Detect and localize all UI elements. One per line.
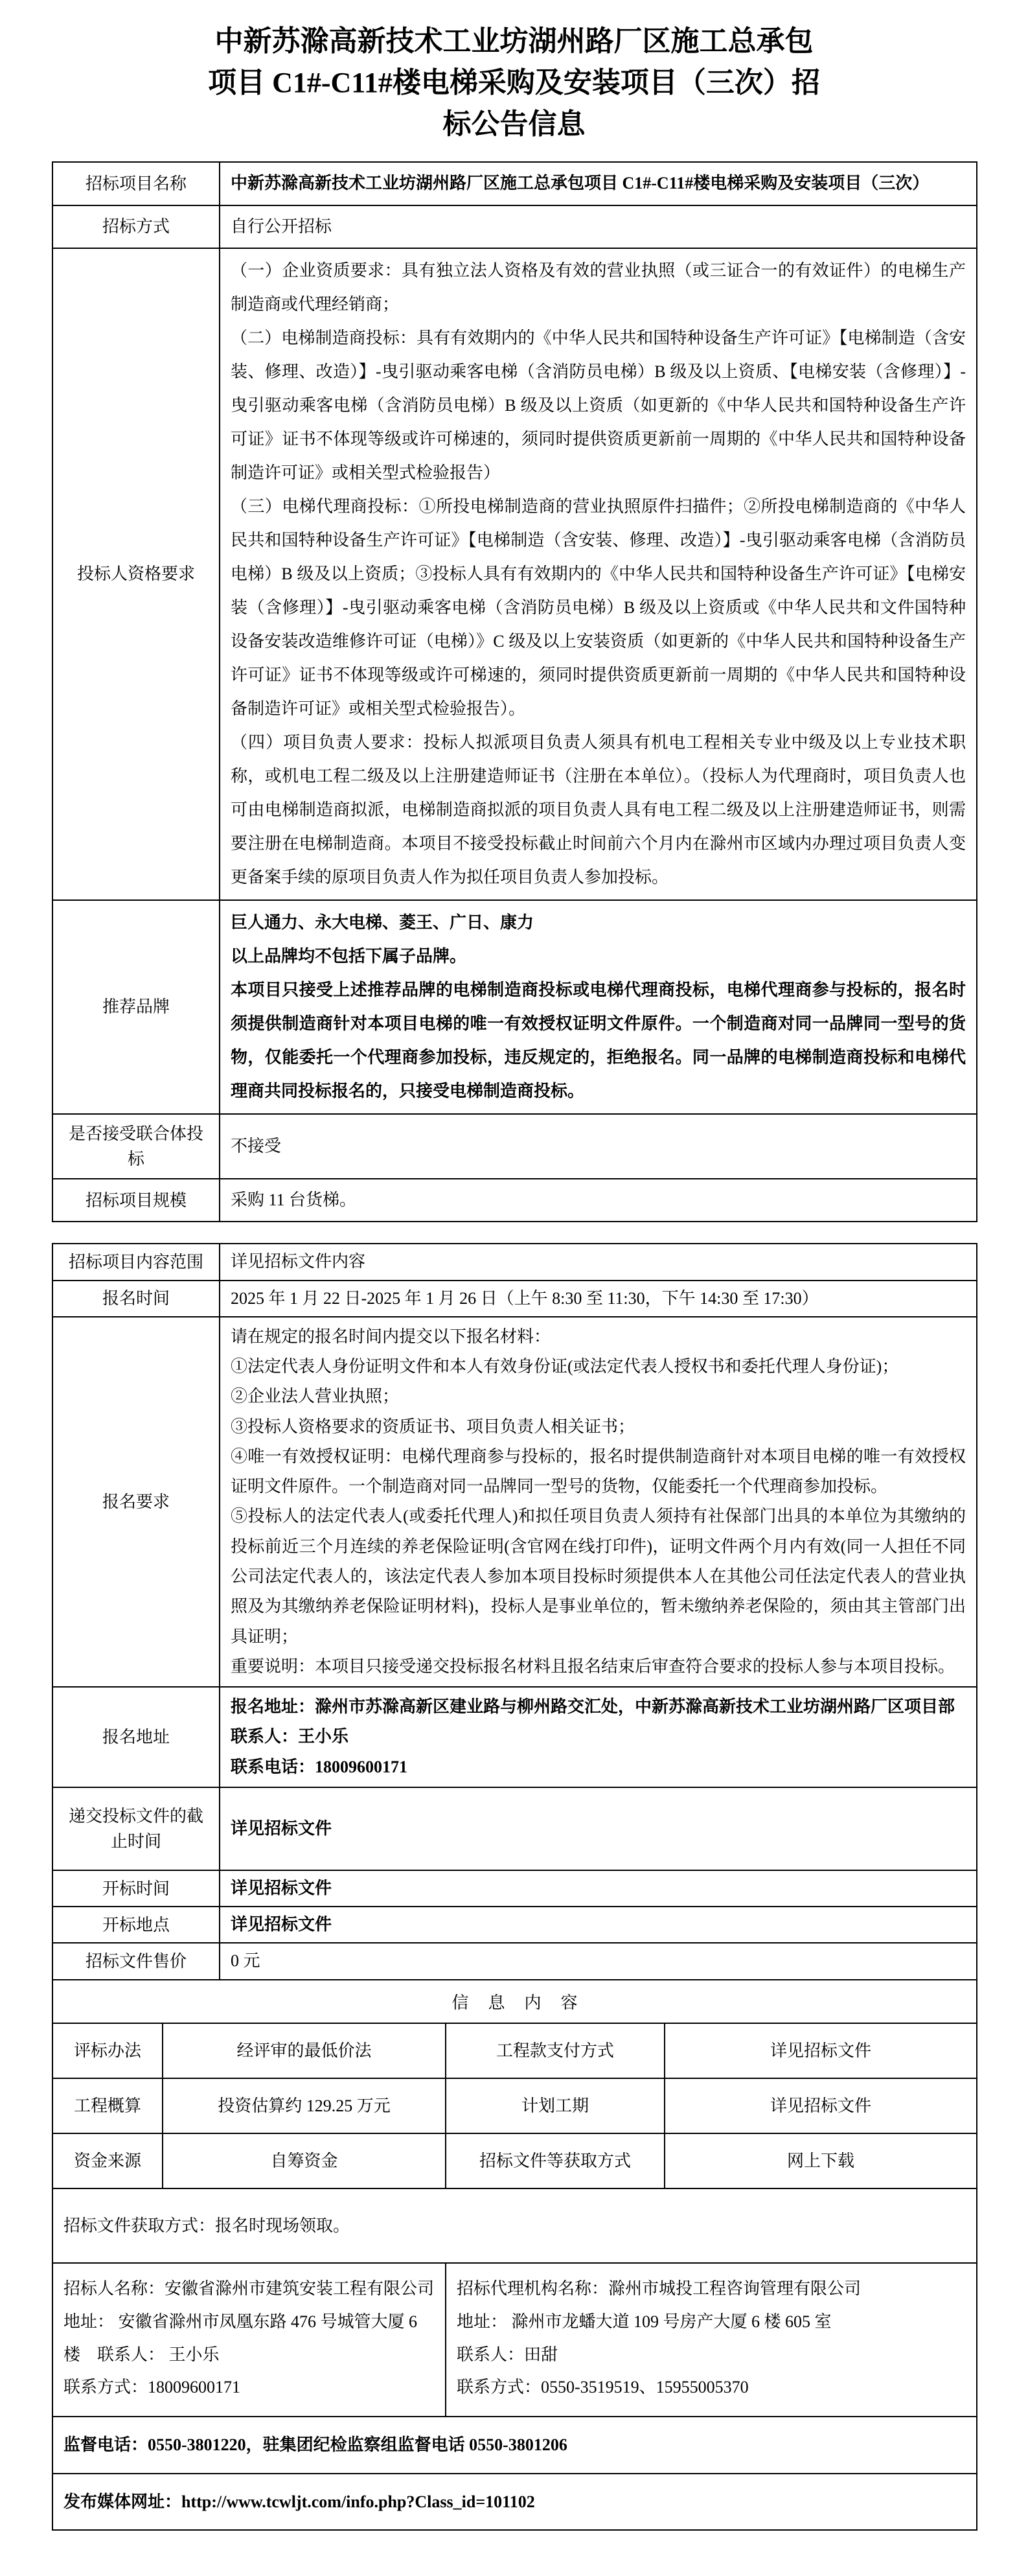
supervision-phone: 监督电话：0550-3801220，驻集团纪检监察组监督电话 0550-3801206 (52, 2417, 977, 2474)
open-place-value: 详见招标文件 (220, 1907, 977, 1943)
doc-access-method-label: 招标文件等获取方式 (446, 2133, 665, 2188)
table-row-doc-price (52, 1943, 977, 1979)
signup-requirement-paragraph: 请在规定的报名时间内提交以下报名材料： (231, 1327, 551, 1346)
funding-source-value: 自筹资金 (163, 2133, 446, 2188)
agency-contact: 联系方式：0550-3519519、15955005370 (457, 2378, 749, 2397)
doc-price-label: 招标文件售价 (52, 1943, 220, 1979)
signup-requirement-paragraph: ②企业法人营业执照； (231, 1387, 400, 1406)
doc-obtain-note: 招标文件获取方式：报名时现场领取。 (52, 2188, 977, 2264)
signup-contact-person: 联系人：王小乐 (231, 1727, 349, 1746)
table-row-open-place (52, 1907, 977, 1943)
signup-contact-phone: 联系电话：18009600171 (231, 1757, 408, 1776)
brands-paragraph: 本项目只接受上述推荐品牌的电梯制造商投标或电梯代理商投标，电梯代理商参与投标的，报名时须提供制造商针对本项目电梯的唯一有效授权证明文件原件。一个制造商对同一品牌同一型号的货物，仅能委托一个代理商参加投标，违反规定的，拒绝报名。同一品牌的电梯制造商投标和电梯代理商共同投标报名的，只接受电梯制造商投标。 (231, 980, 966, 1100)
brands-label: 推荐品牌 (52, 900, 220, 1114)
signup-address-label: 报名地址 (52, 1687, 220, 1787)
open-time-value: 详见招标文件 (220, 1870, 977, 1907)
table-row-info-grid-3 (52, 2133, 977, 2188)
publish-media-url: 发布媒体网址：http://www.tcwljt.com/info.php?Class_id=101102 (52, 2474, 977, 2531)
info-section-header: 信息内容 (52, 1980, 977, 2023)
project-name-value: 中新苏滁高新技术工业坊湖州路厂区施工总承包项目 C1#-C11#楼电梯采购及安装项目（三次） (220, 162, 977, 205)
submit-deadline-label: 递交投标文件的截止时间 (52, 1787, 220, 1870)
budget-label: 工程概算 (52, 2078, 163, 2133)
signup-address-value (220, 1687, 977, 1787)
signup-requirement-paragraph: ①法定代表人身份证明文件和本人有效身份证(或法定代表人授权书和委托代理人身份证)； (231, 1357, 899, 1376)
table-row-brands (52, 900, 977, 1114)
table-row-signup-requirements (52, 1317, 977, 1687)
qualification-value (220, 248, 977, 900)
signup-requirement-paragraph: 重要说明：本项目只接受递交投标报名材料且报名结束后审查符合要求的投标人参与本项目投标。 (231, 1656, 955, 1676)
qualification-paragraph: （二）电梯制造商投标：具有有效期内的《中华人民共和国特种设备生产许可证》【电梯制造（含安装、修理、改造）】-曳引驱动乘客电梯（含消防员电梯）B 级及以上资质、【电梯安装（含修理）】-曳引驱动乘客电梯（含消防员电梯）B 级及以上资质（如更新的《中华人民共和国特种设备生产许可证》证书不体现等级或许可梯速的，须同时提供资质更新前一周期的《中华人民共和国特种设备制造许可证》或相关型式检验报告） (231, 328, 966, 482)
scope-label: 招标项目内容范围 (52, 1244, 220, 1280)
submit-deadline-value: 详见招标文件 (220, 1787, 977, 1870)
table-row-media-url (52, 2474, 977, 2531)
budget-value: 投资估算约 129.25 万元 (163, 2078, 446, 2133)
open-place-label: 开标地点 (52, 1907, 220, 1943)
table-row-bid-method (52, 205, 977, 248)
table-row-signup-address (52, 1687, 977, 1787)
table-row-doc-obtain (52, 2188, 977, 2264)
signup-requirements-value (220, 1317, 977, 1687)
table-row-parties (52, 2263, 977, 2417)
project-overview-table (52, 161, 977, 1222)
agency-name: 招标代理机构名称：滁州市城投工程咨询管理有限公司 (457, 2279, 862, 2299)
signup-requirement-paragraph: ③投标人资格要求的资质证书、项目负责人相关证书； (231, 1417, 635, 1436)
table-row-info-grid-2 (52, 2078, 977, 2133)
payment-method-label: 工程款支付方式 (446, 2023, 665, 2078)
table-row-submit-deadline (52, 1787, 977, 1870)
signup-address-line: 报名地址：滁州市苏滁高新区建业路与柳州路交汇处，中新苏滁高新技术工业坊湖州路厂区项目部 (231, 1697, 955, 1717)
brands-paragraph: 以上品牌均不包括下属子品牌。 (231, 946, 467, 966)
scale-value: 采购 11 台货梯。 (220, 1179, 977, 1222)
eval-method-value: 经评审的最低价法 (163, 2023, 446, 2078)
project-name-label: 招标项目名称 (52, 162, 220, 205)
tenderer-contact: 联系方式：18009600171 (63, 2378, 241, 2397)
table-row-scale (52, 1179, 977, 1222)
schedule-value: 详见招标文件 (665, 2078, 977, 2133)
open-time-label: 开标时间 (52, 1870, 220, 1907)
table-row-info-grid-1 (52, 2023, 977, 2078)
schedule-label: 计划工期 (446, 2078, 665, 2133)
table-row-signup-time (52, 1281, 977, 1317)
signup-info-table (52, 1243, 977, 2531)
table-row-consortium (52, 1114, 977, 1179)
table-row-project-name (52, 162, 977, 205)
table-gap (52, 1222, 976, 1243)
bid-method-label: 招标方式 (52, 205, 220, 248)
scope-value: 详见招标文件内容 (220, 1244, 977, 1280)
tenderer-name: 招标人名称：安徽省滁州市建筑安装工程有限公司 (63, 2279, 435, 2299)
signup-requirement-paragraph: ⑤投标人的法定代表人(或委托代理人)和拟任项目负责人须持有社保部门出具的本单位为其缴纳的投标前近三个月连续的养老保险证明(含官网在线打印件)，证明文件两个月内有效(同一人担任不同公司法定代表人的，该法定代表人参加本项目投标时须提供本人在其他公司任法定代表人的营业执照及为其缴纳养老保险证明材料)，投标人是事业单位的，暂未缴纳养老保险的，须由其主管部门出具证明； (231, 1507, 966, 1646)
brands-value (220, 900, 977, 1114)
consortium-label: 是否接受联合体投标 (52, 1114, 220, 1179)
doc-price-value: 0 元 (220, 1943, 977, 1979)
table-row-scope (52, 1244, 977, 1280)
signup-requirements-label: 报名要求 (52, 1317, 220, 1687)
qualification-label: 投标人资格要求 (52, 248, 220, 900)
brands-paragraph: 巨人通力、永大电梯、菱王、广日、康力 (231, 912, 534, 932)
qualification-paragraph: （一）企业资质要求：具有独立法人资格及有效的营业执照（或三证合一的有效证件）的电梯生产制造商或代理经销商； (231, 261, 966, 314)
funding-source-label: 资金来源 (52, 2133, 163, 2188)
qualification-paragraph: （三）电梯代理商投标：①所投电梯制造商的营业执照原件扫描件；②所投电梯制造商的《中华人民共和国特种设备生产许可证》【电梯制造（含安装、修理、改造）】-曳引驱动乘客电梯（含消防员电梯）B 级及以上资质；③投标人具有有效期内的《中华人民共和国特种设备生产许可证》【电梯安装（含修理）】-曳引驱动乘客电梯（含消防员电梯）B 级及以上资质或《中华人民共和文件国特种设备安装改造维修许可证（电梯）》C 级及以上安装资质（如更新的《中华人民共和国特种设备生产许可证》证书不体现等级或许可梯速的，须同时提供资质更新前一周期的《中华人民共和国特种设备制造许可证》或相关型式检验报告）。 (231, 496, 966, 718)
payment-method-value: 详见招标文件 (665, 2023, 977, 2078)
page-title: 中新苏滁高新技术工业坊湖州路厂区施工总承包项目 C1#-C11#楼电梯采购及安装项目（三次）招标公告信息 (208, 25, 820, 140)
bid-method-value: 自行公开招标 (220, 205, 977, 248)
table-row-info-header (52, 1980, 977, 2023)
tenderer-block (52, 2263, 446, 2417)
scale-label: 招标项目规模 (52, 1179, 220, 1222)
tenderer-address: 地址： 安徽省滁州市凤凰东路 476 号城管大厦 6 楼 联系人： 王小乐 (63, 2312, 418, 2364)
doc-access-method-value: 网上下载 (665, 2133, 977, 2188)
signup-requirement-paragraph: ④唯一有效授权证明：电梯代理商参与投标的，报名时提供制造商针对本项目电梯的唯一有效授权证明文件原件。一个制造商对同一品牌同一型号的货物，仅能委托一个代理商参加投标。 (231, 1446, 966, 1496)
eval-method-label: 评标办法 (52, 2023, 163, 2078)
table-row-qualification (52, 248, 977, 900)
signup-time-label: 报名时间 (52, 1281, 220, 1317)
signup-time-value: 2025 年 1 月 22 日-2025 年 1 月 26 日（上午 8:30 至 11:30，下午 14:30 至 17:30） (220, 1281, 977, 1317)
agency-address: 地址： 滁州市龙蟠大道 109 号房产大厦 6 楼 605 室 (457, 2312, 832, 2332)
qualification-paragraph: （四）项目负责人要求：投标人拟派项目负责人须具有机电工程相关专业中级及以上专业技术职称，或机电工程二级及以上注册建造师证书（注册在本单位）。（投标人为代理商时，项目负责人也可由电梯制造商拟派，电梯制造商拟派的项目负责人具有电工程二级及以上注册建造师证书，则需要注册在电梯制造商。本项目不接受投标截止时间前六个月内在滁州市区域内办理过项目负责人变更备案手续的原项目负责人作为拟任项目负责人参加投标。 (231, 732, 966, 887)
table-row-open-time (52, 1870, 977, 1907)
agency-block (446, 2263, 977, 2417)
agency-contact-person: 联系人：田甜 (457, 2345, 558, 2364)
consortium-value: 不接受 (220, 1114, 977, 1179)
